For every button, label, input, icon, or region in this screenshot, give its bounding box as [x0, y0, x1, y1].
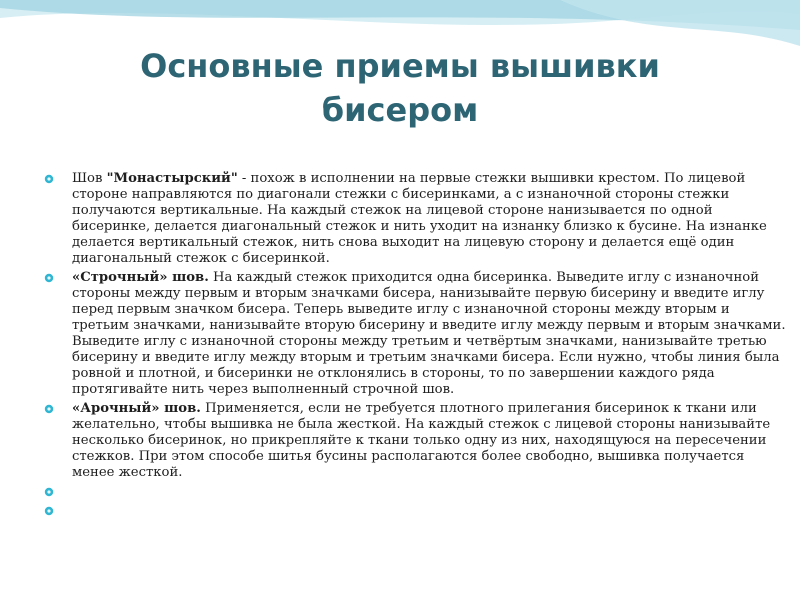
wave-right [560, 0, 800, 46]
beadwork-bullet-icon [42, 485, 56, 499]
bullet-monastic-stitch [42, 171, 787, 267]
stitch-description: На каждый стежок приходится одна бисеринка. Выведите иглу с изнаночной стороны между первым и вторым значками бисера, нанизывайте первую бисерину и введите иглу перед первым значком бисера. Теперь выведите иглу с изнаночной стороны между вторым и третьим значками, нанизывайте вторую бисерину и введите иглу между первым и вторым значками. Выведите иглу с изнаночной стороны между третьим и четвёртым значками, нанизывайте третью бисерину и введите иглу между вторым и третьим значками бисера. Если нужно, чтобы линия была ровной и плотной, и бисеринки не отклонялись в стороны, то по завершении каждого ряда протягивайте нить через выполненный строчной шов. [72, 270, 786, 397]
beadwork-bullet-icon [42, 402, 56, 416]
content-bullet-list [42, 171, 787, 522]
beadwork-bullet-icon [42, 271, 56, 285]
beadwork-bullet-icon [42, 172, 56, 186]
bullet-prefix: Шов [72, 171, 107, 186]
bullet-empty [42, 484, 787, 500]
stitch-description: - похож в исполнении на первые стежки вышивки крестом. По лицевой стороне направляются по диагонали стежки с бисеринками, а с изнаночной стороны стежки получаются вертикальные. На каждый стежок на лицевой стороне нанизывается по одной бисеринке, делается диагональный стежок и нить уходит на изнанку близко к бусине. На изнанке делается вертикальный стежок, нить снова выходит на лицевую сторону и делается ещё один диагональный стежок с бисеринкой. [72, 171, 767, 266]
stitch-name: «Арочный» шов. [72, 401, 201, 416]
bullet-empty [42, 503, 787, 519]
slide-title: Основные приемы вышивки бисером [140, 47, 660, 129]
stitch-name: «Строчный» шов. [72, 270, 209, 285]
bullet-arch-stitch [42, 401, 787, 481]
beadwork-bullet-icon [42, 504, 56, 518]
stitch-name: "Монастырский" [106, 171, 238, 186]
bullet-line-stitch [42, 270, 787, 398]
stitch-description: Применяется, если не требуется плотного прилегания бисеринок к ткани или желательно, чтобы вышивка не была жесткой. На каждый стежок с лицевой стороны нанизывайте несколько бисеринок, но прикрепляйте к ткани только одну из них, находящуюся на пересечении стежков. При этом способе шитья бусины располагаются более свободно, вышивка получается менее жесткой. [72, 401, 771, 480]
